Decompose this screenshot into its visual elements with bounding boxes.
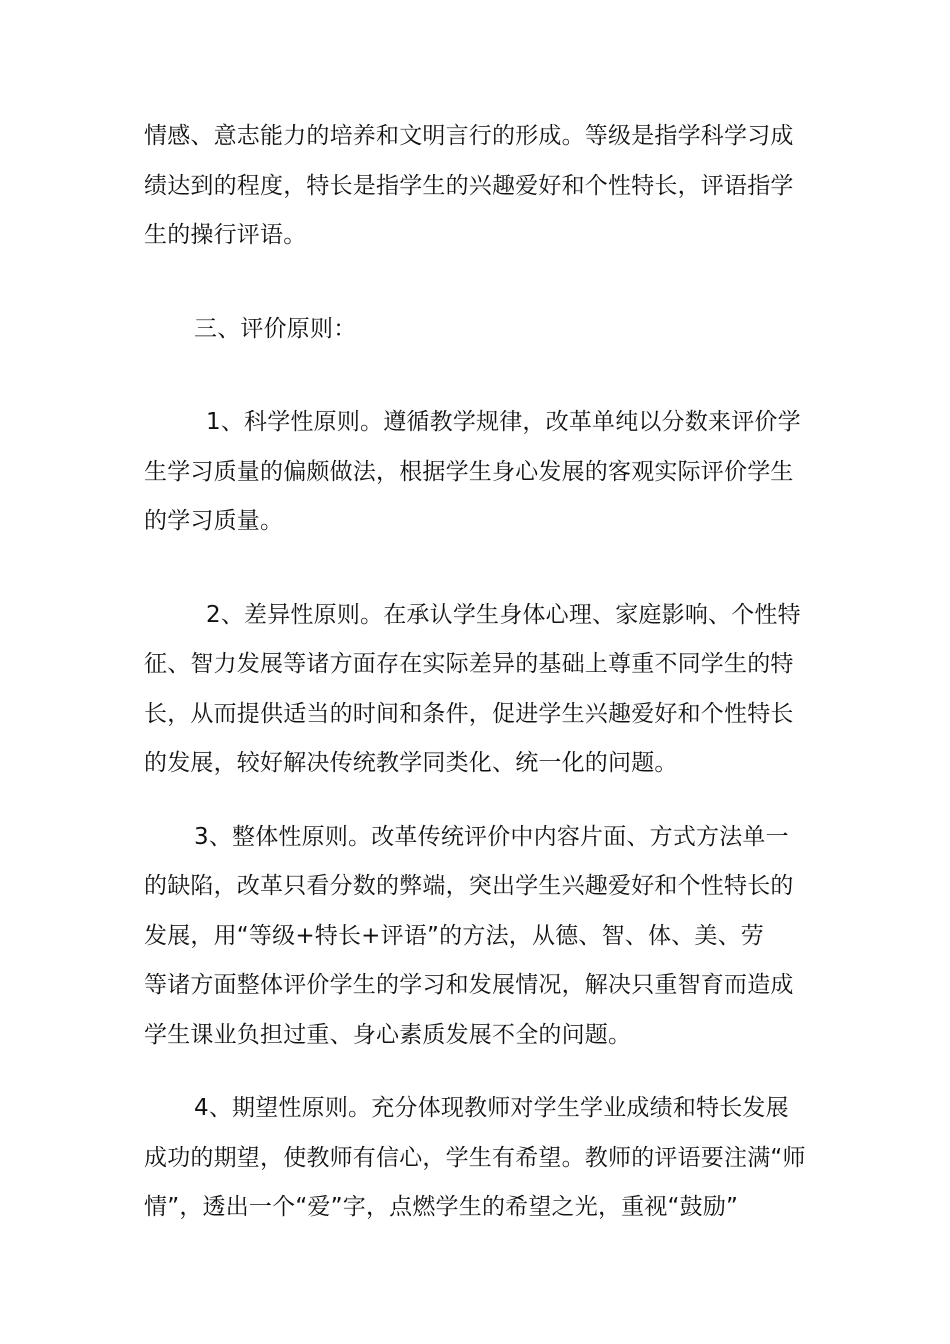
- text-line: 征、智力发展等诸方面存在实际差异的基础上尊重不同学生的特: [144, 651, 794, 677]
- section-heading-evaluation-principles: [144, 305, 808, 355]
- paragraph-principle-4: [144, 1084, 808, 1233]
- text-line: 学生课业负担过重、身心素质发展不全的问题。: [144, 1021, 632, 1048]
- document-page: [144, 112, 808, 1233]
- text-line: 3、整体性原则。改革传统评价中内容片面、方式方法单一: [194, 823, 789, 850]
- paragraph-principle-1: [144, 398, 808, 547]
- text-line: 生学习质量的偏颇做法，根据学生身心发展的客观实际评价学生: [144, 458, 794, 485]
- paragraph-grading-definitions: [144, 112, 808, 261]
- text-line: 情感、意志能力的培养和文明言行的形成。等级是指学科学习成: [144, 123, 794, 149]
- text-line: 长，从而提供适当的时间和条件，促进学生兴趣爱好和个性特长: [144, 700, 794, 727]
- text-line: 的学习质量。: [144, 508, 284, 534]
- text-line: 的缺陷，改革只看分数的弊端，突出学生兴趣爱好和个性特长的: [144, 873, 794, 899]
- text-line: 2、差异性原则。在承认学生身体心理、家庭影响、个性特: [206, 601, 801, 628]
- text-line: 情”，透出一个“爱”字，点燃学生的希望之光，重视“鼓励”: [144, 1194, 739, 1220]
- text-line: 成功的期望，使教师有信心，学生有希望。教师的评语要注满“师: [144, 1144, 806, 1171]
- text-line: 生的操行评语。: [144, 222, 307, 248]
- text-line: 发展，用“等级+特长+评语”的方法，从德、智、体、美、劳: [144, 922, 764, 949]
- text-line: 绩达到的程度，特长是指学生的兴趣爱好和个性特长，评语指学: [144, 172, 794, 199]
- text-line: 1、科学性原则。遵循教学规律，改革单纯以分数来评价学: [206, 409, 801, 435]
- paragraph-principle-3: [144, 813, 808, 1061]
- paragraph-principle-2: [144, 591, 808, 789]
- heading-text: 三、评价原则：: [194, 315, 357, 342]
- text-line: 4、期望性原则。充分体现教师对学生学业成绩和特长发展: [194, 1095, 789, 1121]
- text-line: 等诸方面整体评价学生的学习和发展情况，解决只重智育而造成: [144, 972, 794, 998]
- text-line: 的发展，较好解决传统教学同类化、统一化的问题。: [144, 750, 678, 776]
